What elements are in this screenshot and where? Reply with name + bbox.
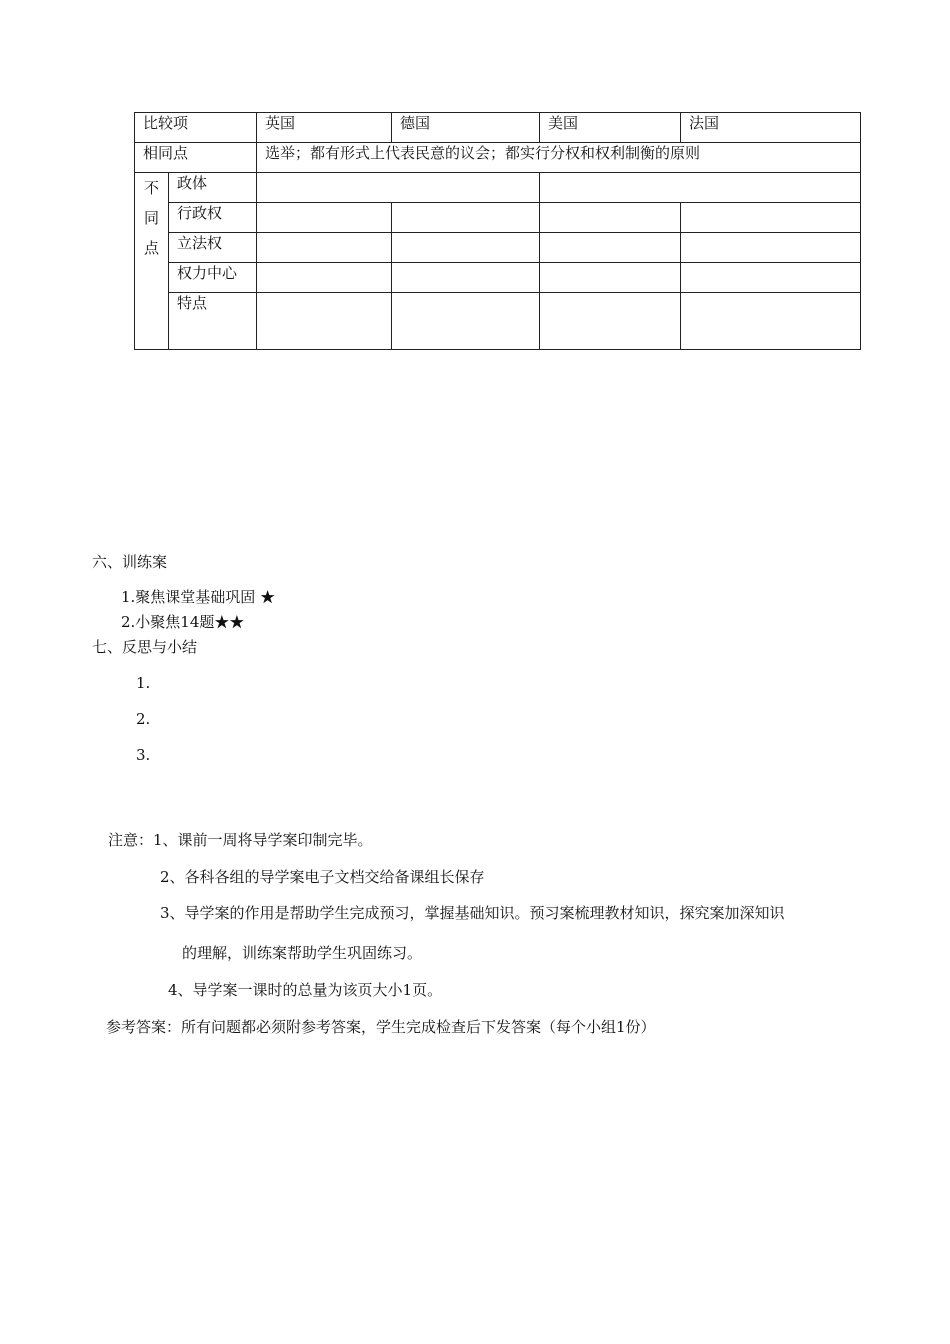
diff-label bbox=[135, 173, 169, 350]
training-item: 1.聚焦课堂基础巩固 ★ bbox=[121, 588, 276, 606]
table-cell bbox=[257, 173, 540, 203]
table-cell bbox=[681, 203, 861, 233]
table-cell bbox=[257, 203, 392, 233]
table-row bbox=[135, 203, 861, 233]
header-item: 比较项 bbox=[135, 113, 257, 143]
note-1: 注意：1、课前一周将导学案印制完毕。 bbox=[108, 831, 373, 849]
note-3-continued: 的理解，训练案帮助学生巩固练习。 bbox=[182, 944, 423, 962]
table-cell bbox=[392, 233, 540, 263]
table-cell bbox=[392, 293, 540, 350]
header-france: 法国 bbox=[681, 113, 861, 143]
comparison-table bbox=[134, 112, 861, 350]
table-row bbox=[135, 293, 861, 350]
table-cell bbox=[257, 233, 392, 263]
diff-label-char: 同 bbox=[143, 209, 159, 227]
reference-answer-note: 参考答案：所有问题都必须附参考答案，学生完成检查后下发答案（每个小组1份） bbox=[106, 1018, 656, 1036]
same-text: 选举；都有形式上代表民意的议会；都实行分权和权利制衡的原则 bbox=[257, 143, 861, 173]
note-4: 4、导学案一课时的总量为该页大小1页。 bbox=[168, 981, 443, 999]
table-cell bbox=[257, 293, 392, 350]
table-row bbox=[135, 233, 861, 263]
table-cell bbox=[392, 203, 540, 233]
training-item: 2.小聚焦14题★★ bbox=[121, 613, 245, 631]
table-cell bbox=[540, 173, 861, 203]
reflection-item: 2. bbox=[136, 710, 151, 728]
header-usa: 美国 bbox=[540, 113, 681, 143]
table-row bbox=[135, 173, 861, 203]
table-cell bbox=[540, 233, 681, 263]
section7-heading: 七、反思与小结 bbox=[92, 638, 198, 656]
reflection-item: 1. bbox=[136, 674, 151, 692]
same-row bbox=[135, 143, 861, 173]
diff-label-char: 不 bbox=[143, 179, 159, 197]
same-label: 相同点 bbox=[135, 143, 257, 173]
row-label-executive: 行政权 bbox=[169, 203, 257, 233]
reflection-item: 3. bbox=[136, 746, 151, 764]
table-cell bbox=[681, 263, 861, 293]
row-label-regime: 政体 bbox=[169, 173, 257, 203]
row-label-features: 特点 bbox=[169, 293, 257, 350]
header-germany: 德国 bbox=[392, 113, 540, 143]
diff-label-char: 点 bbox=[143, 239, 159, 257]
table-cell bbox=[681, 293, 861, 350]
header-uk: 英国 bbox=[257, 113, 392, 143]
table-row bbox=[135, 263, 861, 293]
note-2: 2、各科各组的导学案电子文档交给备课组长保存 bbox=[160, 868, 485, 886]
table-cell bbox=[392, 263, 540, 293]
section6-heading: 六、训练案 bbox=[92, 553, 168, 571]
note-3: 3、导学案的作用是帮助学生完成预习，掌握基础知识。预习案梳理教材知识，探究案加深知识 bbox=[160, 904, 785, 922]
table-header-row bbox=[135, 113, 861, 143]
table-cell bbox=[540, 203, 681, 233]
table-cell bbox=[681, 233, 861, 263]
table-cell bbox=[540, 263, 681, 293]
table-cell bbox=[257, 263, 392, 293]
row-label-legislative: 立法权 bbox=[169, 233, 257, 263]
row-label-power-center: 权力中心 bbox=[169, 263, 257, 293]
table-cell bbox=[540, 293, 681, 350]
